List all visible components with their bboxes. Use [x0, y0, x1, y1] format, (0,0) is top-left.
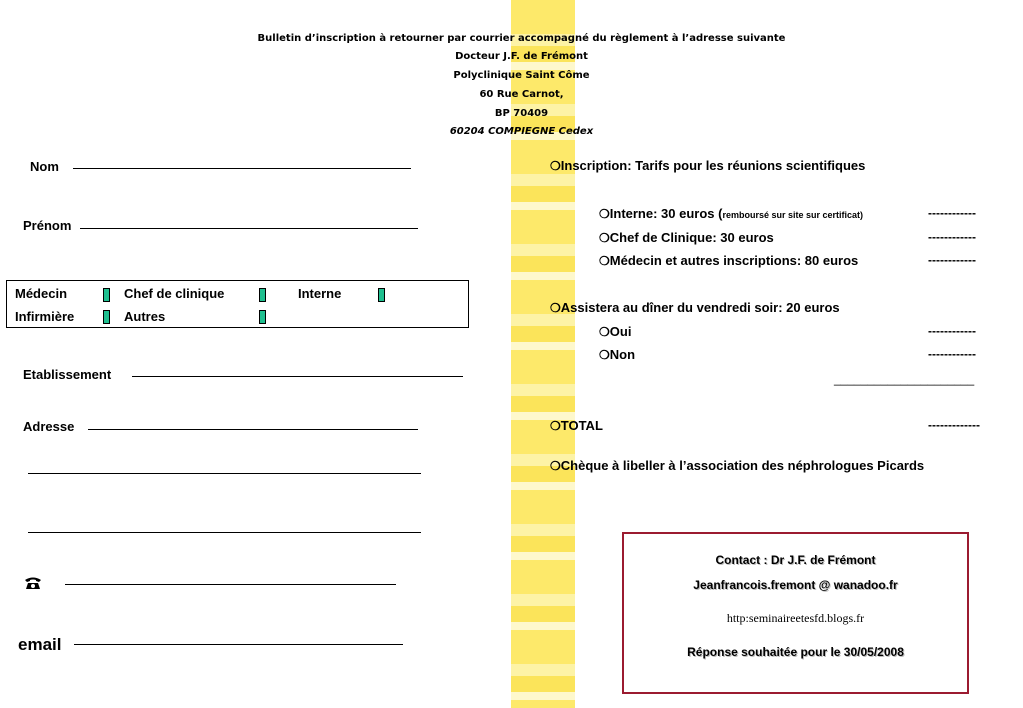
interne-tarif-text: Interne: 30 euros ( [609, 206, 723, 221]
total-line [550, 418, 603, 433]
etablissement-field-line[interactable] [132, 376, 463, 377]
bullet-icon: ❍ [550, 301, 561, 315]
diner-line [550, 300, 840, 315]
adresse-label: Adresse [23, 419, 75, 434]
chef-tarif-text: Chef de Clinique: 30 euros [609, 230, 774, 245]
contact-name: Contact : Dr J.F. de Frémont [715, 553, 876, 567]
cheque-line [550, 458, 924, 473]
yellow-stripe-band [511, 0, 575, 708]
chef-tarif [599, 230, 774, 245]
subtotal-underline: _____________________ [834, 372, 975, 386]
bullet-icon: ❍ [599, 325, 610, 339]
interne-dash: ------------ [928, 206, 976, 220]
medecin-tarif [599, 253, 858, 268]
bullet-icon: ❍ [599, 207, 610, 221]
cheque-text: Chèque à libeller à l’association des néphrologues Picards [560, 458, 925, 473]
non-option [599, 347, 635, 362]
diner-text: Assistera au dîner du vendredi soir: 20 euros [560, 300, 840, 315]
response-deadline: Réponse souhaitée pour le 30/05/2008 [687, 645, 904, 659]
email-field-line[interactable] [74, 644, 403, 645]
chef-label: Chef de clinique [124, 286, 225, 301]
interne-label: Interne [298, 286, 342, 301]
prenom-field-line[interactable] [80, 228, 418, 229]
oui-option [599, 324, 631, 339]
chef-checkbox[interactable] [259, 288, 266, 302]
chef-dash: ------------ [928, 230, 976, 244]
inscription-title [550, 158, 865, 173]
header-line-6: 60204 COMPIEGNE Cedex [449, 126, 594, 137]
phone-field-line[interactable] [65, 584, 396, 585]
nom-label: Nom [30, 159, 59, 174]
autres-checkbox[interactable] [259, 310, 266, 324]
bullet-icon: ❍ [599, 254, 610, 268]
telephone-icon [24, 576, 42, 590]
bullet-icon: ❍ [599, 231, 610, 245]
profession-box [6, 280, 469, 328]
interne-checkbox[interactable] [378, 288, 385, 302]
prenom-label: Prénom [23, 218, 72, 233]
header-line-1: Bulletin d’inscription à retourner par courrier accompagné du règlement à l’adresse suivante [257, 33, 786, 44]
infirmiere-checkbox[interactable] [103, 310, 110, 324]
adresse-field-line-1[interactable] [88, 429, 418, 430]
interne-tarif-note: remboursé sur site sur certificat) [722, 210, 864, 220]
non-dash: ------------ [928, 347, 976, 361]
bullet-icon: ❍ [550, 419, 561, 433]
adresse-field-line-2[interactable] [28, 473, 421, 474]
email-label: email [18, 635, 62, 654]
contact-website[interactable]: http:seminaireetesfd.blogs.fr [726, 611, 865, 625]
header-line-2: Docteur J.F. de Frémont [455, 51, 588, 62]
medecin-checkbox[interactable] [103, 288, 110, 302]
infirmiere-label: Infirmière [15, 309, 75, 324]
total-dash: ------------- [928, 418, 980, 432]
header-line-4: 60 Rue Carnot, [479, 89, 564, 100]
non-text: Non [609, 347, 636, 362]
medecin-label: Médecin [15, 286, 68, 301]
header-line-5: BP 70409 [494, 108, 549, 119]
autres-label: Autres [124, 309, 166, 324]
inscription-title-text: Inscription: Tarifs pour les réunions scientifiques [560, 158, 866, 173]
medecin-dash: ------------ [928, 253, 976, 267]
oui-dash: ------------ [928, 324, 976, 338]
bullet-icon: ❍ [550, 459, 561, 473]
medecin-tarif-text: Médecin et autres inscriptions: 80 euros [609, 253, 859, 268]
contact-email[interactable]: Jeanfrancois.fremont @ wanadoo.fr [693, 578, 898, 592]
bullet-icon: ❍ [599, 348, 610, 362]
adresse-field-line-3[interactable] [28, 532, 421, 533]
header-line-3: Polyclinique Saint Côme [453, 70, 590, 81]
nom-field-line[interactable] [73, 168, 411, 169]
bullet-icon: ❍ [550, 159, 561, 173]
contact-box [622, 532, 969, 694]
interne-tarif [599, 206, 863, 221]
etablissement-label: Etablissement [23, 367, 112, 382]
oui-text: Oui [609, 324, 632, 339]
total-text: TOTAL [560, 418, 603, 433]
